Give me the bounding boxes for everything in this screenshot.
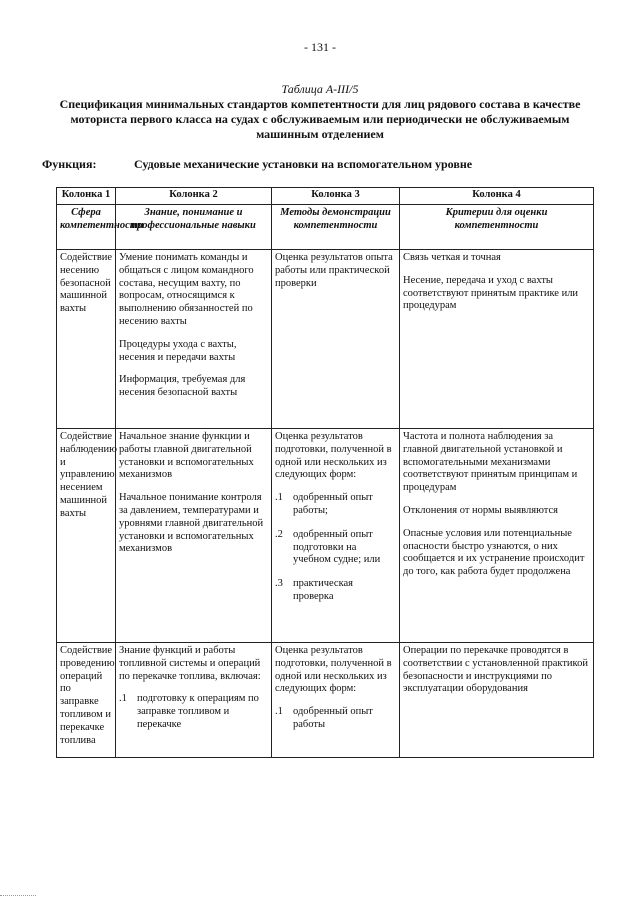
document-title: Спецификация минимальных стандартов компетентности для лиц рядового состава в качестве моториста первого класса на судах с обслуживаемым или периодически не обслуживаемым машинным отделением	[59, 97, 581, 141]
footer-divider	[0, 895, 36, 896]
column-title-row	[57, 205, 594, 250]
competence-cell: Содействие проведению операций по заправке топливом и перекачке топлива	[57, 643, 116, 758]
methods-cell: Оценка результатов опыта работы или практической проверки	[272, 250, 400, 429]
methods-cell: Оценка результатов подготовки, полученной в одной или нескольких из следующих форм: .1 одобренный опыт работы	[272, 643, 400, 758]
column-2-header: Колонка 2	[116, 188, 272, 205]
criteria-cell: Связь четкая и точная Несение, передача и уход с вахты соответствуют принятым практике или процедурам	[400, 250, 594, 429]
methods-cell: Оценка результатов подготовки, полученной в одной или нескольких из следующих форм: .1 одобренный опыт работы; .2 одобренный опыт подготовки на учебном судне; или .3 практическая проверка	[272, 429, 400, 643]
list-item: .1 подготовку к операциям по заправке топливом и перекачке	[119, 693, 259, 730]
column-4-header: Колонка 4	[400, 188, 594, 205]
header-knowledge: Знание, понимание и профессиональные навыки	[116, 205, 272, 250]
table-row	[57, 250, 594, 429]
list-item: .1 одобренный опыт работы;	[275, 492, 373, 516]
page-number: - 131 -	[304, 40, 336, 54]
function-value: Судовые механические установки на вспомогательном уровне	[134, 157, 473, 171]
table-row	[57, 643, 594, 758]
competence-table	[56, 187, 594, 758]
criteria-cell: Частота и полнота наблюдения за главной двигательной установкой и вспомогательными механизмами соответствуют принятым принципам и процедурам Отклонения от нормы выявляются Опасные условия или потенциальные опасности быстро узнаются, о них сообщается и их устранение происходит до того, как работа будет продолжена	[400, 429, 594, 643]
list-item: .3 практическая проверка	[275, 578, 353, 602]
competence-cell: Содействие несению безопасной машинной вахты	[57, 250, 116, 429]
header-criteria: Критерии для оценки компетентности	[400, 205, 594, 250]
header-methods: Методы демонстрации компетентности	[272, 205, 400, 250]
competence-cell: Содействие наблюдению и управлению несением машинной вахты	[57, 429, 116, 643]
function-line	[42, 157, 472, 172]
table-row	[57, 429, 594, 643]
column-3-header: Колонка 3	[272, 188, 400, 205]
function-label: Функция:	[42, 157, 97, 171]
list-item: .2 одобренный опыт подготовки на учебном судне; или	[275, 528, 381, 566]
table-name: Таблица A-III/5	[281, 82, 359, 96]
criteria-cell: Операции по перекачке проводятся в соответствии с установленной практикой безопасности и инструкциями по эксплуатации оборудования	[400, 643, 594, 758]
header-competence: Сфера компетентности	[57, 205, 116, 250]
knowledge-cell: Умение понимать команды и общаться с лицом командного состава, несущим вахту, по вопросам, относящимся к выполнению обязанностей по несению вахты Процедуры ухода с вахты, несения и передачи вахты Информация, требуемая для несения безопасной вахты	[116, 250, 272, 429]
column-number-row	[57, 188, 594, 205]
column-1-header: Колонка 1	[57, 188, 116, 205]
list-item: .1 одобренный опыт работы	[275, 706, 373, 730]
knowledge-cell: Знание функций и работы топливной системы и операций по перекачке топлива, включая: .1 подготовку к операциям по заправке топливом и перекачке	[116, 643, 272, 758]
knowledge-cell: Начальное знание функции и работы главной двигательной установки и вспомогательных механизмов Начальное понимание контроля за давлением, температурами и уровнями главной двигательной установки и вспомогательных механизмов	[116, 429, 272, 643]
